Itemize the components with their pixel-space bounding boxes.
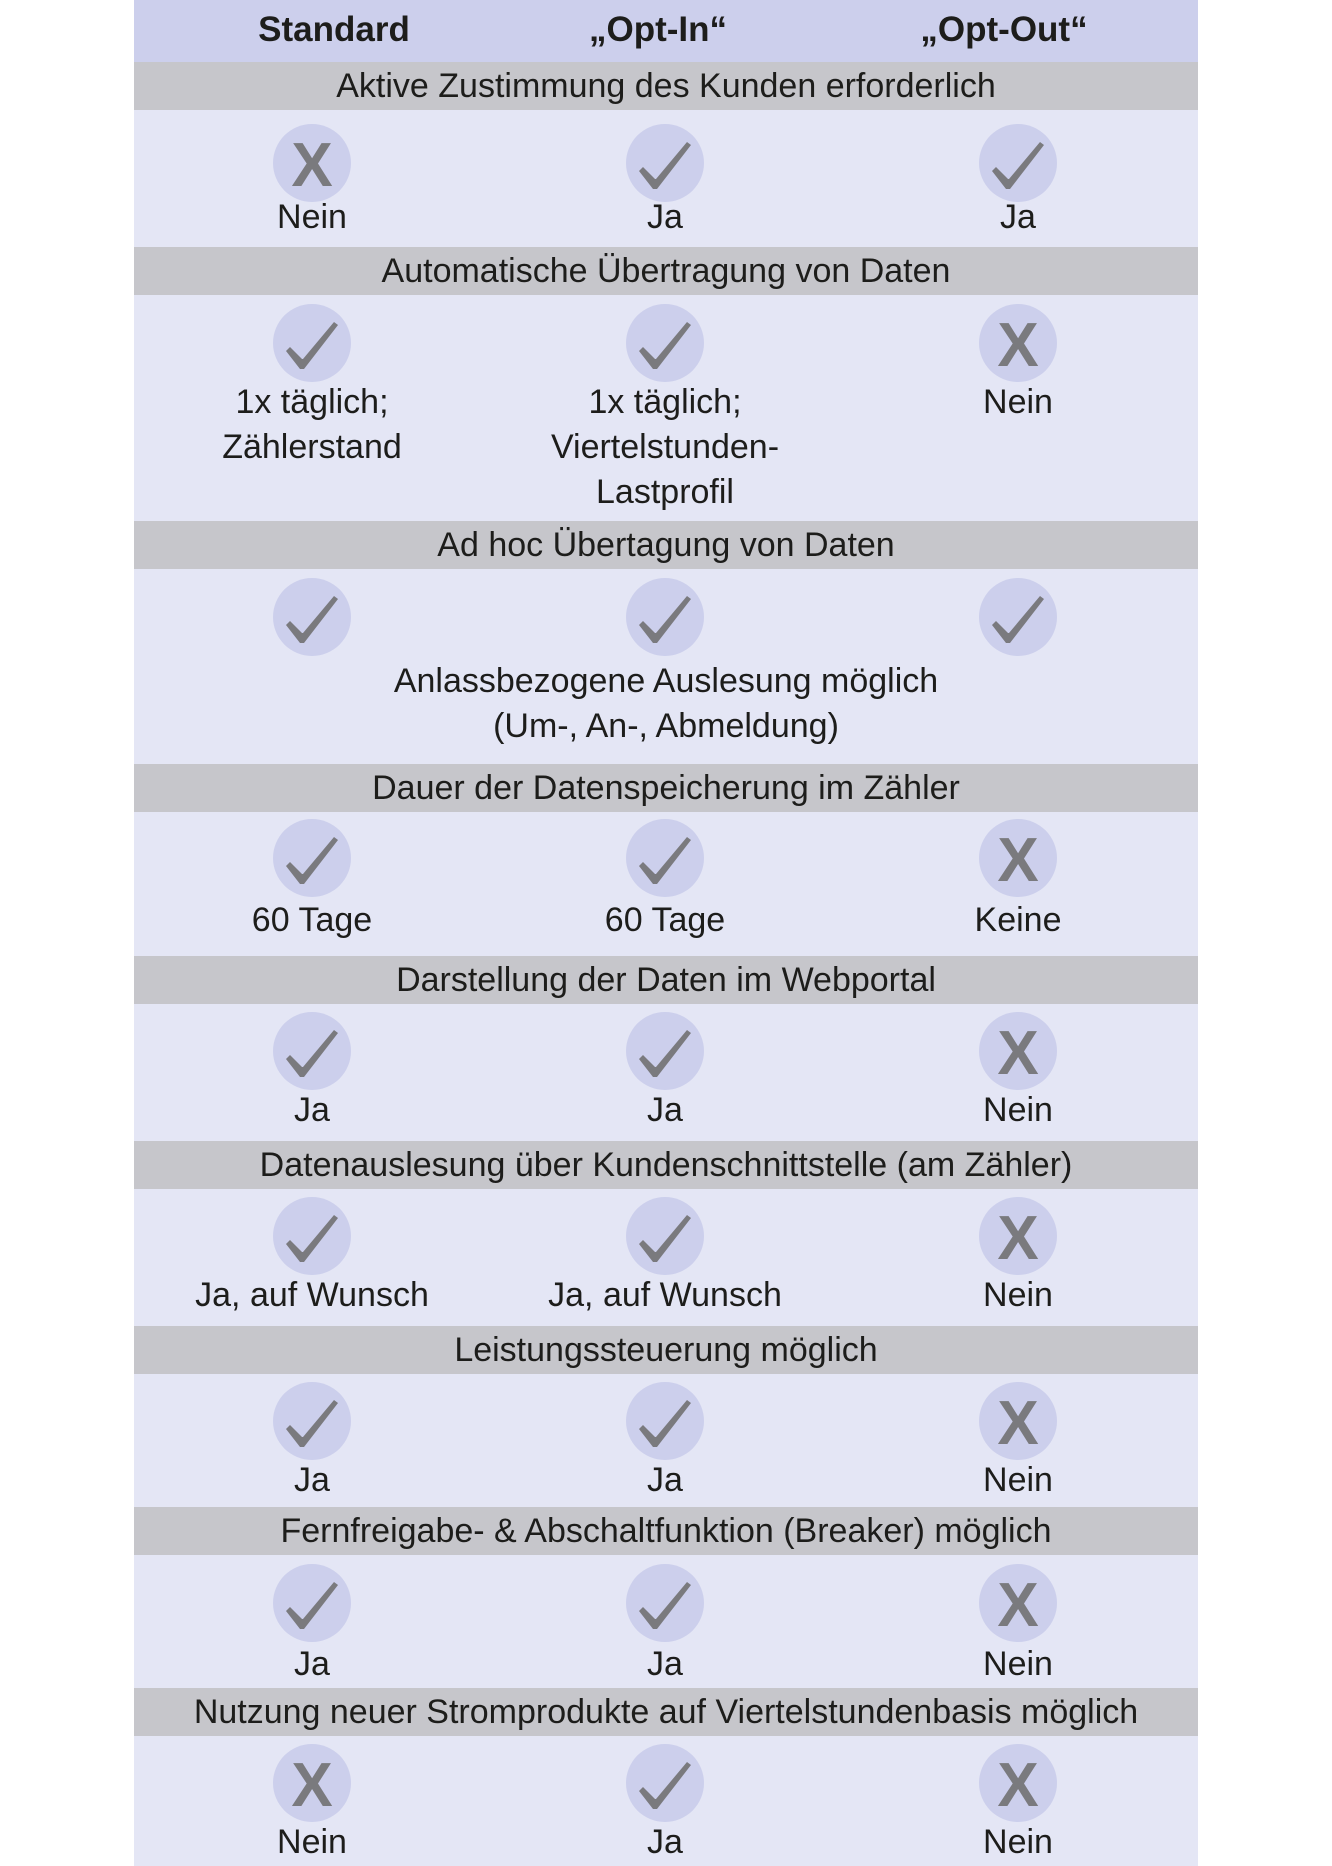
column-title-standard: Standard <box>258 10 410 49</box>
check-icon <box>273 1197 351 1275</box>
cell-label: Nein <box>983 383 1053 421</box>
section-header: Leistungssteuerung möglich <box>134 1326 1198 1374</box>
x-icon <box>979 1012 1057 1090</box>
cell-label: 1x täglich; Viertelstunden- Lastprofil <box>550 383 780 511</box>
check-icon <box>979 578 1057 656</box>
check-icon <box>979 124 1057 202</box>
cell-label: Ja, auf Wunsch <box>548 1276 782 1314</box>
x-icon <box>979 1197 1057 1275</box>
section-header: Dauer der Datenspeicherung im Zähler <box>134 764 1198 812</box>
check-icon <box>626 1564 704 1642</box>
cell-label: Nein <box>983 1823 1053 1861</box>
check-icon <box>273 1564 351 1642</box>
cell-label: 60 Tage <box>251 901 373 939</box>
cell-label: Nein <box>983 1091 1053 1129</box>
svg-text:X: X <box>997 1389 1039 1458</box>
cell-label: Nein <box>983 1461 1053 1499</box>
cell-label: Ja, auf Wunsch <box>195 1276 429 1314</box>
x-icon <box>273 1744 351 1822</box>
section-header: Nutzung neuer Stromprodukte auf Viertelstundenbasis möglich <box>134 1688 1198 1736</box>
svg-text:X: X <box>997 1751 1039 1820</box>
cell-label: Ja <box>294 1461 330 1499</box>
section-header: Ad hoc Übertagung von Daten <box>134 521 1198 569</box>
cell-label: Ja <box>294 1645 330 1683</box>
x-icon <box>979 304 1057 382</box>
cell-label: Nein <box>983 1645 1053 1683</box>
check-icon <box>273 1012 351 1090</box>
comparison-table <box>134 0 1198 1866</box>
x-icon <box>979 1744 1057 1822</box>
svg-text:X: X <box>291 1751 333 1820</box>
section-header: Fernfreigabe- & Abschaltfunktion (Breaker) möglich <box>134 1507 1198 1555</box>
check-icon <box>626 304 704 382</box>
check-icon <box>273 1382 351 1460</box>
x-icon <box>979 1382 1057 1460</box>
x-icon <box>979 1564 1057 1642</box>
section-header: Aktive Zustimmung des Kunden erforderlich <box>134 62 1198 110</box>
svg-text:X: X <box>997 311 1039 380</box>
svg-text:X: X <box>997 1204 1039 1273</box>
column-header-row <box>134 0 1198 62</box>
x-icon <box>273 124 351 202</box>
cell-label: Ja <box>294 1091 330 1129</box>
section-header: Datenauslesung über Kundenschnittstelle (am Zähler) <box>134 1141 1198 1189</box>
check-icon <box>273 304 351 382</box>
check-icon <box>626 1382 704 1460</box>
svg-text:X: X <box>997 1019 1039 1088</box>
column-title-opt-in: „Opt-In“ <box>588 10 728 49</box>
spanning-cell-label: Anlassbezogene Auslesung möglich (Um-, An-, Abmeldung) <box>393 662 939 745</box>
svg-text:X: X <box>997 826 1039 895</box>
cell-label: Nein <box>277 198 347 236</box>
check-icon <box>626 578 704 656</box>
check-icon <box>273 819 351 897</box>
check-icon <box>626 124 704 202</box>
cell-label: 1x täglich; Zählerstand <box>222 383 402 466</box>
cell-label: Keine <box>974 901 1062 939</box>
check-icon <box>626 1012 704 1090</box>
section-header: Automatische Übertragung von Daten <box>134 247 1198 295</box>
svg-text:X: X <box>291 131 333 200</box>
cell-label: Ja <box>647 1091 683 1129</box>
cell-label: Ja <box>647 1645 683 1683</box>
check-icon <box>626 1197 704 1275</box>
cell-label: Ja <box>647 1461 683 1499</box>
svg-text:X: X <box>997 1571 1039 1640</box>
column-title-opt-out: „Opt-Out“ <box>920 10 1088 49</box>
cell-label: Ja <box>1000 198 1036 236</box>
cell-label: 60 Tage <box>604 901 726 939</box>
section-header: Darstellung der Daten im Webportal <box>134 956 1198 1004</box>
cell-label: Ja <box>647 198 683 236</box>
check-icon <box>626 819 704 897</box>
check-icon <box>626 1744 704 1822</box>
cell-label: Ja <box>647 1823 683 1861</box>
x-icon <box>979 819 1057 897</box>
check-icon <box>273 578 351 656</box>
cell-label: Nein <box>983 1276 1053 1314</box>
cell-label: Nein <box>277 1823 347 1861</box>
